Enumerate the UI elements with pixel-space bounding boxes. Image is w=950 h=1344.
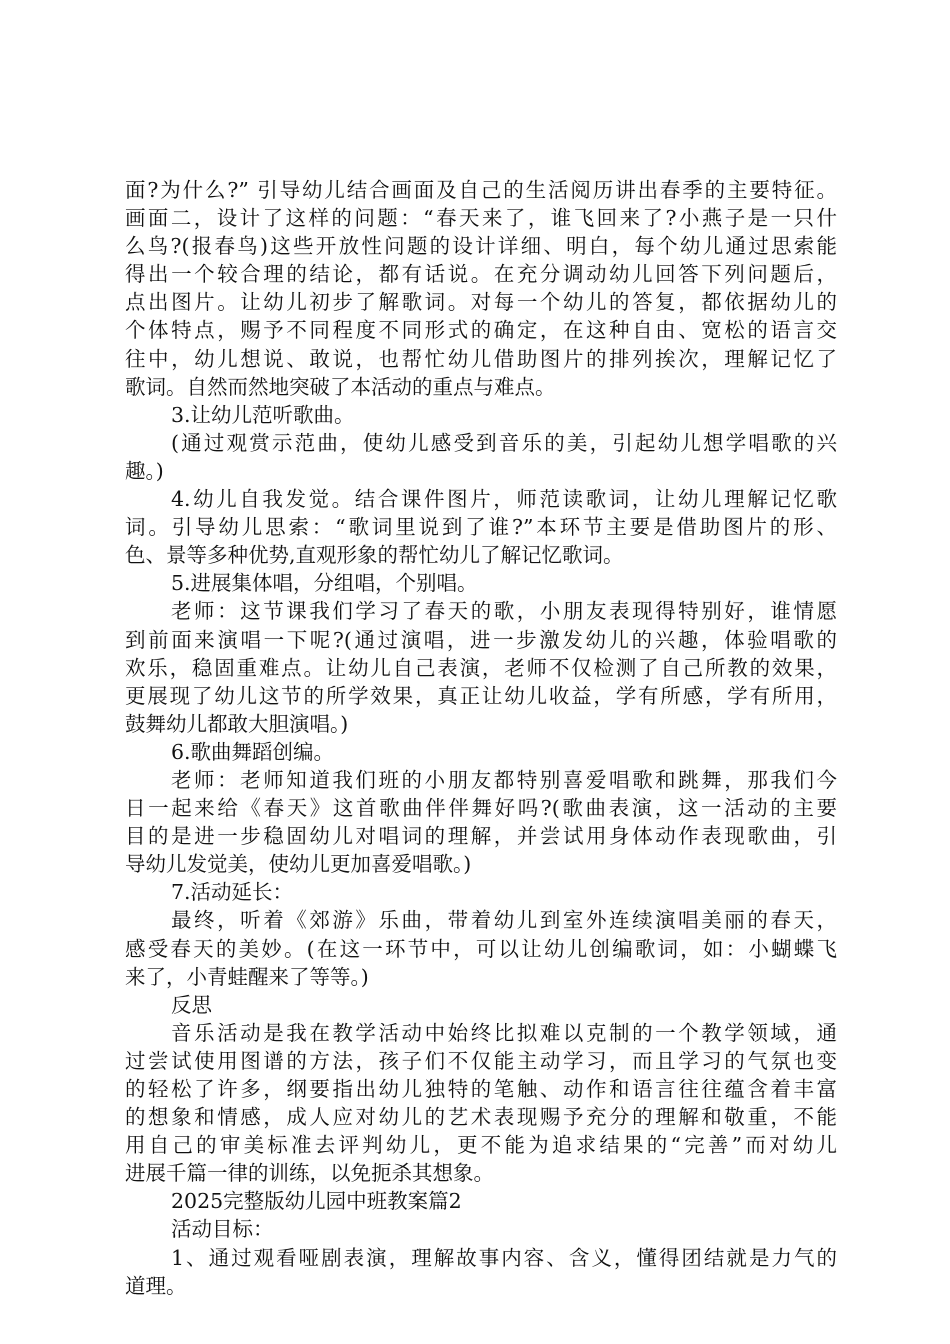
text-line: 4.幼儿自我发觉。结合课件图片，师范读歌词，让幼儿理解记忆歌 <box>171 487 837 512</box>
text-line: 么鸟?(报春鸟)这些开放性问题的设计详细、明白，每个幼儿通过思索能 <box>125 234 837 259</box>
text-line: 到前面来演唱一下呢?(通过演唱，进一步激发幼儿的兴趣，体验唱歌的 <box>125 627 837 652</box>
text-line: 趣。) <box>125 458 164 483</box>
text-line: 反思 <box>171 992 212 1017</box>
text-line: 2025完整版幼儿园中班教案篇2 <box>171 1189 462 1214</box>
text-line: 进展千篇一律的训练，以免扼杀其想象。 <box>125 1161 494 1186</box>
text-line: 的轻松了许多，纲要指出幼儿独特的笔触、动作和语言往往蕴含着丰富 <box>125 1077 837 1101</box>
text-line: 活动目标： <box>171 1217 274 1242</box>
text-line: 感受春天的美妙。(在这一环节中，可以让幼儿创编歌词，如：小蝴蝶飞 <box>125 936 837 961</box>
text-line: 导幼儿发觉美，使幼儿更加喜爱唱歌。) <box>125 852 472 877</box>
text-line: 鼓舞幼儿都敢大胆演唱。) <box>125 711 349 736</box>
text-line: 歌词。自然而然地突破了本活动的重点与难点。 <box>125 374 556 399</box>
text-line: 1、通过观看哑剧表演，理解故事内容、含义，懂得团结就是力气的 <box>171 1245 837 1270</box>
text-line: 欢乐，稳固重难点。让幼儿自己表演，老师不仅检测了自己所教的效果， <box>125 655 837 680</box>
text-line: 点出图片。让幼儿初步了解歌词。对每一个幼儿的答复，都依据幼儿的 <box>125 290 837 315</box>
text-line: 7.活动延长： <box>171 880 294 905</box>
text-line: 5.进展集体唱，分组唱，个别唱。 <box>171 571 478 596</box>
text-line: 日一起来给《春天》这首歌曲伴伴舞好吗?(歌曲表演，这一活动的主要 <box>125 796 837 821</box>
text-line: 音乐活动是我在教学活动中始终比拟难以克制的一个教学领域，通 <box>171 1020 837 1045</box>
text-line: 老师：这节课我们学习了春天的歌，小朋友表现得特别好，谁情愿 <box>171 599 837 624</box>
text-line: 画面二，设计了这样的问题：“春天来了，谁飞回来了?小燕子是一只什 <box>125 206 837 231</box>
text-line: 老师：老师知道我们班的小朋友都特别喜爱唱歌和跳舞，那我们今 <box>171 767 837 792</box>
text-line: 色、景等多种优势,直观形象的帮忙幼儿了解记忆歌词。 <box>125 543 624 568</box>
text-line: (通过观赏示范曲，使幼儿感受到音乐的美，引起幼儿想学唱歌的兴 <box>171 430 837 455</box>
text-line: 3.让幼儿范听歌曲。 <box>171 402 355 427</box>
text-line: 用自己的审美标准去评判幼儿，更不能为追求结果的“完善”而对幼儿 <box>125 1133 837 1158</box>
text-line: 过尝试使用图谱的方法，孩子们不仅能主动学习，而且学习的气氛也变 <box>125 1048 837 1073</box>
text-line: 词。引导幼儿思索：“歌词里说到了谁?”本环节主要是借助图片的形、 <box>125 515 837 540</box>
text-line: 目的是进一步稳固幼儿对唱词的理解，并尝试用身体动作表现歌曲，引 <box>125 824 837 849</box>
text-line: 个体特点，赐予不同程度不同形式的确定，在这种自由、宽松的语言交 <box>125 318 837 343</box>
text-line: 6.歌曲舞蹈创编。 <box>171 739 335 764</box>
text-line: 道理。 <box>125 1273 187 1298</box>
text-line: 面?为什么?” 引导幼儿结合画面及自己的生活阅历讲出春季的主要特征。 <box>125 178 837 202</box>
text-line: 来了，小青蛙醒来了等等。) <box>125 964 369 989</box>
text-line: 最终，听着《郊游》乐曲，带着幼儿到室外连续演唱美丽的春天， <box>171 908 837 933</box>
text-line: 更展现了幼儿这节的所学效果，真正让幼儿收益，学有所感，学有所用， <box>125 683 837 708</box>
text-line: 的想象和情感，成人应对幼儿的艺术表现赐予充分的理解和敬重，不能 <box>125 1105 837 1130</box>
text-line: 往中，幼儿想说、敢说，也帮忙幼儿借助图片的排列挨次，理解记忆了 <box>125 346 837 371</box>
document-page <box>125 176 837 1300</box>
text-line: 得出一个较合理的结论，都有话说。在充分调动幼儿回答下列问题后， <box>125 262 837 287</box>
